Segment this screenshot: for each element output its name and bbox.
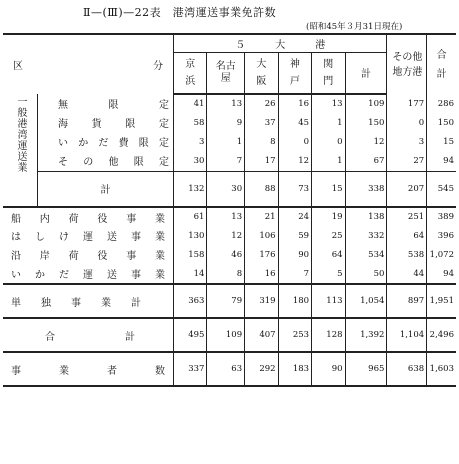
cell: 389 — [427, 207, 456, 226]
header-subtotal: 計 — [345, 52, 387, 94]
header-port-kanmon: 関門 — [312, 52, 345, 94]
cell: 12 — [207, 226, 245, 245]
cell: 5 — [312, 264, 345, 284]
cell: 109 — [207, 318, 245, 352]
cell: 63 — [207, 352, 245, 386]
cell: 21 — [245, 207, 278, 226]
cell: 3 — [387, 132, 427, 151]
cell: 7 — [278, 264, 311, 284]
cell: 79 — [207, 284, 245, 318]
row-label: い か だ 運 送 事 業 — [3, 264, 174, 284]
header-bun: 分 — [153, 61, 163, 72]
cell: 332 — [345, 226, 387, 245]
header-port-osaka: 大阪 — [245, 52, 278, 94]
cell: 1,603 — [427, 352, 456, 386]
table-row — [3, 94, 456, 113]
cell: 13 — [207, 94, 245, 113]
cell: 183 — [278, 352, 311, 386]
cell: 14 — [174, 264, 207, 284]
cell: 90 — [312, 352, 345, 386]
cell: 94 — [443, 155, 454, 166]
cell: 1,104 — [387, 318, 427, 352]
cell: 176 — [245, 245, 278, 264]
row-label: 沿 岸 荷 役 事 業 — [3, 245, 174, 264]
header-five-ports: ５ 大 港 — [174, 34, 387, 52]
section1-side-label: 一般港湾運送業 — [3, 94, 38, 207]
cell: 58 — [174, 113, 207, 132]
cell: 30 — [174, 151, 207, 171]
cell: 638 — [387, 352, 427, 386]
cell: 150 — [345, 113, 387, 132]
cell: 1 — [207, 132, 245, 151]
cell: 37 — [245, 113, 278, 132]
cell: 177 — [387, 94, 427, 113]
cell: 338 — [345, 171, 387, 207]
cell: 407 — [245, 318, 278, 352]
header-ku: 区 — [13, 61, 23, 72]
cell: 12 — [278, 151, 311, 171]
cell: 965 — [345, 352, 387, 386]
cell: 180 — [278, 284, 311, 318]
cell: 61 — [174, 207, 207, 226]
table-row — [3, 151, 456, 171]
cell: 73 — [278, 171, 311, 207]
cell: 15 — [312, 171, 345, 207]
cell: 1,072 — [429, 249, 454, 260]
header-port-kobe: 神戸 — [278, 52, 311, 94]
cell: 1,951 — [427, 284, 456, 318]
cell: 27 — [387, 151, 427, 171]
table-row — [3, 245, 456, 264]
row-label: 合 計 — [3, 318, 174, 352]
row-label: 計 — [38, 171, 174, 207]
row-label: 船 内 荷 役 事 業 — [3, 207, 174, 226]
cell: 44 — [387, 264, 427, 284]
cell: 13 — [312, 94, 345, 113]
cell: 113 — [312, 284, 345, 318]
cell: 67 — [345, 151, 387, 171]
cell: 0 — [278, 132, 311, 151]
header-other: その他地方港 — [387, 34, 427, 94]
cell: 88 — [245, 171, 278, 207]
date-note: (昭和45年３月31日現在) — [306, 22, 403, 32]
cell: 24 — [278, 207, 311, 226]
header-division — [3, 34, 174, 94]
cell: 94 — [443, 268, 454, 279]
table-row — [3, 207, 456, 226]
cell: 12 — [345, 132, 387, 151]
cell: 337 — [174, 352, 207, 386]
cell: 1 — [312, 113, 345, 132]
cell: 19 — [312, 207, 345, 226]
header-port-nagoya: 名古屋 — [207, 52, 245, 94]
cell: 59 — [278, 226, 311, 245]
cell: 0 — [387, 113, 427, 132]
cell: 8 — [207, 264, 245, 284]
cell: 26 — [245, 94, 278, 113]
cell: 0 — [312, 132, 345, 151]
cell: 1,054 — [345, 284, 387, 318]
cell: 8 — [245, 132, 278, 151]
operators-row — [3, 352, 456, 386]
table-row — [3, 226, 456, 245]
cell: 251 — [387, 207, 427, 226]
cell: 106 — [245, 226, 278, 245]
cell: 109 — [345, 94, 387, 113]
cell: 363 — [174, 284, 207, 318]
cell: 9 — [207, 113, 245, 132]
table-row — [3, 113, 456, 132]
cell: 132 — [174, 171, 207, 207]
cell: 534 — [345, 245, 387, 264]
cell: 396 — [437, 230, 454, 241]
cell: 292 — [245, 352, 278, 386]
cell: 15 — [443, 136, 454, 147]
cell: 25 — [312, 226, 345, 245]
cell: 897 — [387, 284, 427, 318]
cell: 30 — [207, 171, 245, 207]
cell: 16 — [278, 94, 311, 113]
row-label: 事 業 者 数 — [3, 352, 174, 386]
cell: 46 — [207, 245, 245, 264]
cell: 207 — [387, 171, 427, 207]
cell: 138 — [345, 207, 387, 226]
section1-total-row — [3, 171, 456, 207]
cell: 538 — [387, 245, 427, 264]
cell: 7 — [207, 151, 245, 171]
cell: 90 — [278, 245, 311, 264]
cell: 128 — [312, 318, 345, 352]
cell: 1 — [312, 151, 345, 171]
row-label: 単 独 事 業 計 — [3, 284, 174, 318]
cell: 545 — [427, 171, 456, 207]
cell: 17 — [245, 151, 278, 171]
cell: 3 — [174, 132, 207, 151]
row-label: 海 貨 限 定 — [38, 113, 174, 132]
header-port-keihin: 京浜 — [174, 52, 207, 94]
cell: 253 — [278, 318, 311, 352]
solo-total-row — [3, 284, 456, 318]
table-title: Ⅱ—(Ⅲ)—22表 港湾運送事業免許数 — [83, 6, 277, 19]
cell: 2,496 — [427, 318, 456, 352]
row-label: い か だ 費 限 定 — [38, 132, 174, 151]
cell: 64 — [312, 245, 345, 264]
cell: 13 — [207, 207, 245, 226]
grand-total-row — [3, 318, 456, 352]
cell: 130 — [174, 226, 207, 245]
table-row — [3, 132, 456, 151]
header-total: 合計 — [427, 34, 456, 94]
table-row — [3, 264, 456, 284]
row-label: そ の 他 限 定 — [38, 151, 174, 171]
cell: 286 — [437, 98, 454, 109]
row-label: 無 限 定 — [38, 94, 174, 113]
cell: 1,392 — [345, 318, 387, 352]
header-row-top — [3, 34, 456, 52]
license-table — [3, 33, 456, 387]
cell: 16 — [245, 264, 278, 284]
cell: 64 — [387, 226, 427, 245]
cell: 150 — [437, 117, 454, 128]
row-label: は し け 運 送 事 業 — [3, 226, 174, 245]
cell: 41 — [174, 94, 207, 113]
cell: 495 — [174, 318, 207, 352]
cell: 45 — [278, 113, 311, 132]
cell: 50 — [345, 264, 387, 284]
cell: 158 — [174, 245, 207, 264]
cell: 319 — [245, 284, 278, 318]
